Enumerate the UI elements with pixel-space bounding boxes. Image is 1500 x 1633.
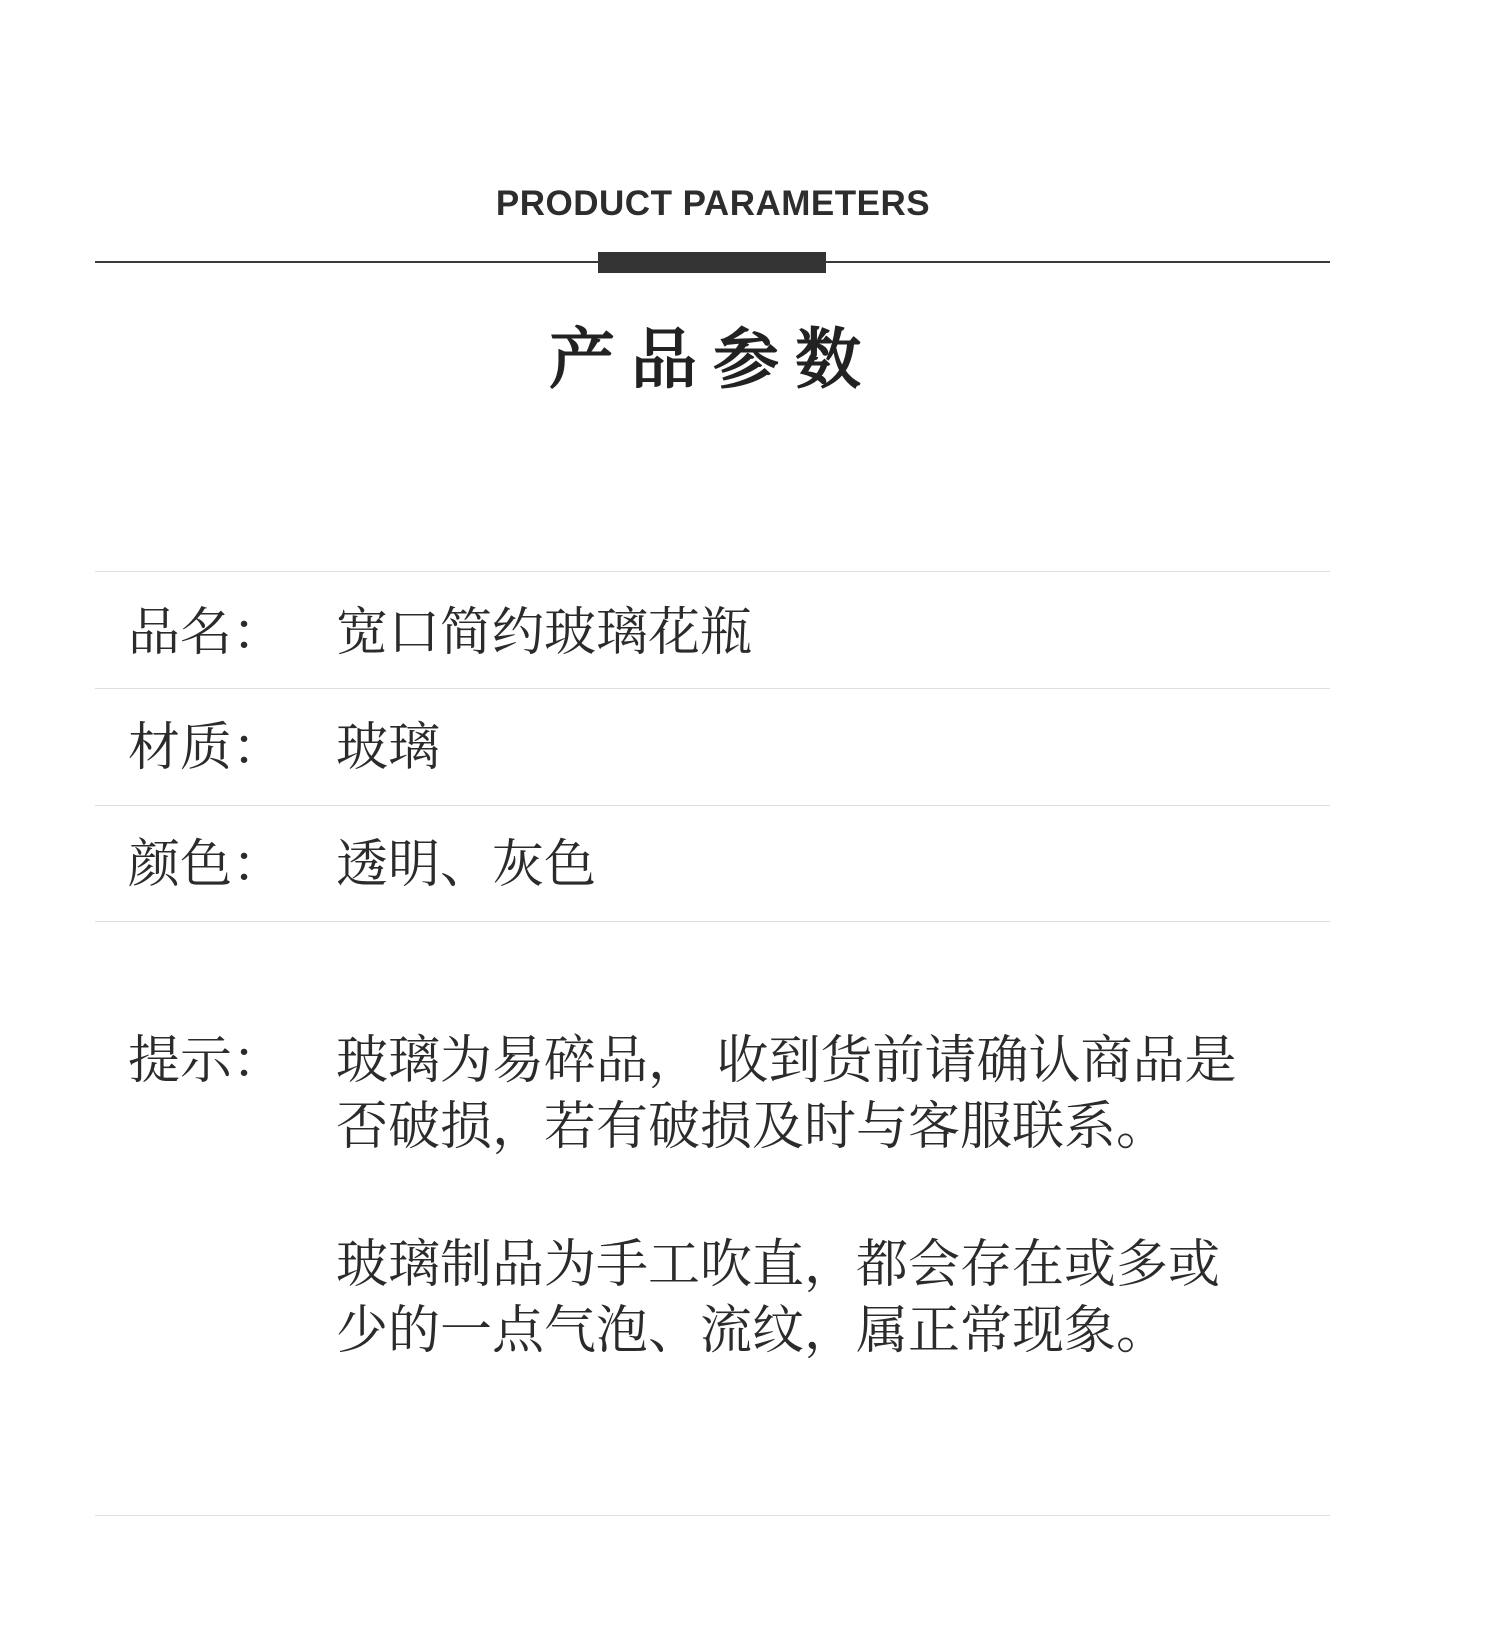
param-value: 透明、灰色 <box>336 835 597 895</box>
param-label: 材质： <box>128 718 285 778</box>
title-divider-accent <box>598 252 826 273</box>
bottom-divider <box>95 1515 1330 1516</box>
param-label: 品名： <box>128 603 285 663</box>
section-title-cn: 产品参数 <box>549 321 877 398</box>
tip-label: 提示： <box>128 1031 285 1091</box>
row-divider <box>95 805 1330 806</box>
param-value: 宽口简约玻璃花瓶 <box>336 603 753 663</box>
row-divider <box>95 921 1330 922</box>
tip-paragraph: 玻璃制品为手工吹直，都会存在或多或 少的一点气泡、流纹，属正常现象。 <box>336 1235 1221 1361</box>
param-label: 颜色： <box>128 835 285 895</box>
row-divider <box>95 688 1330 689</box>
row-divider <box>95 571 1330 572</box>
tip-paragraph: 玻璃为易碎品， 收到货前请确认商品是 否破损，若有破损及时与客服联系。 <box>336 1031 1237 1157</box>
param-value: 玻璃 <box>336 718 441 778</box>
section-title-en: PRODUCT PARAMETERS <box>495 184 931 223</box>
